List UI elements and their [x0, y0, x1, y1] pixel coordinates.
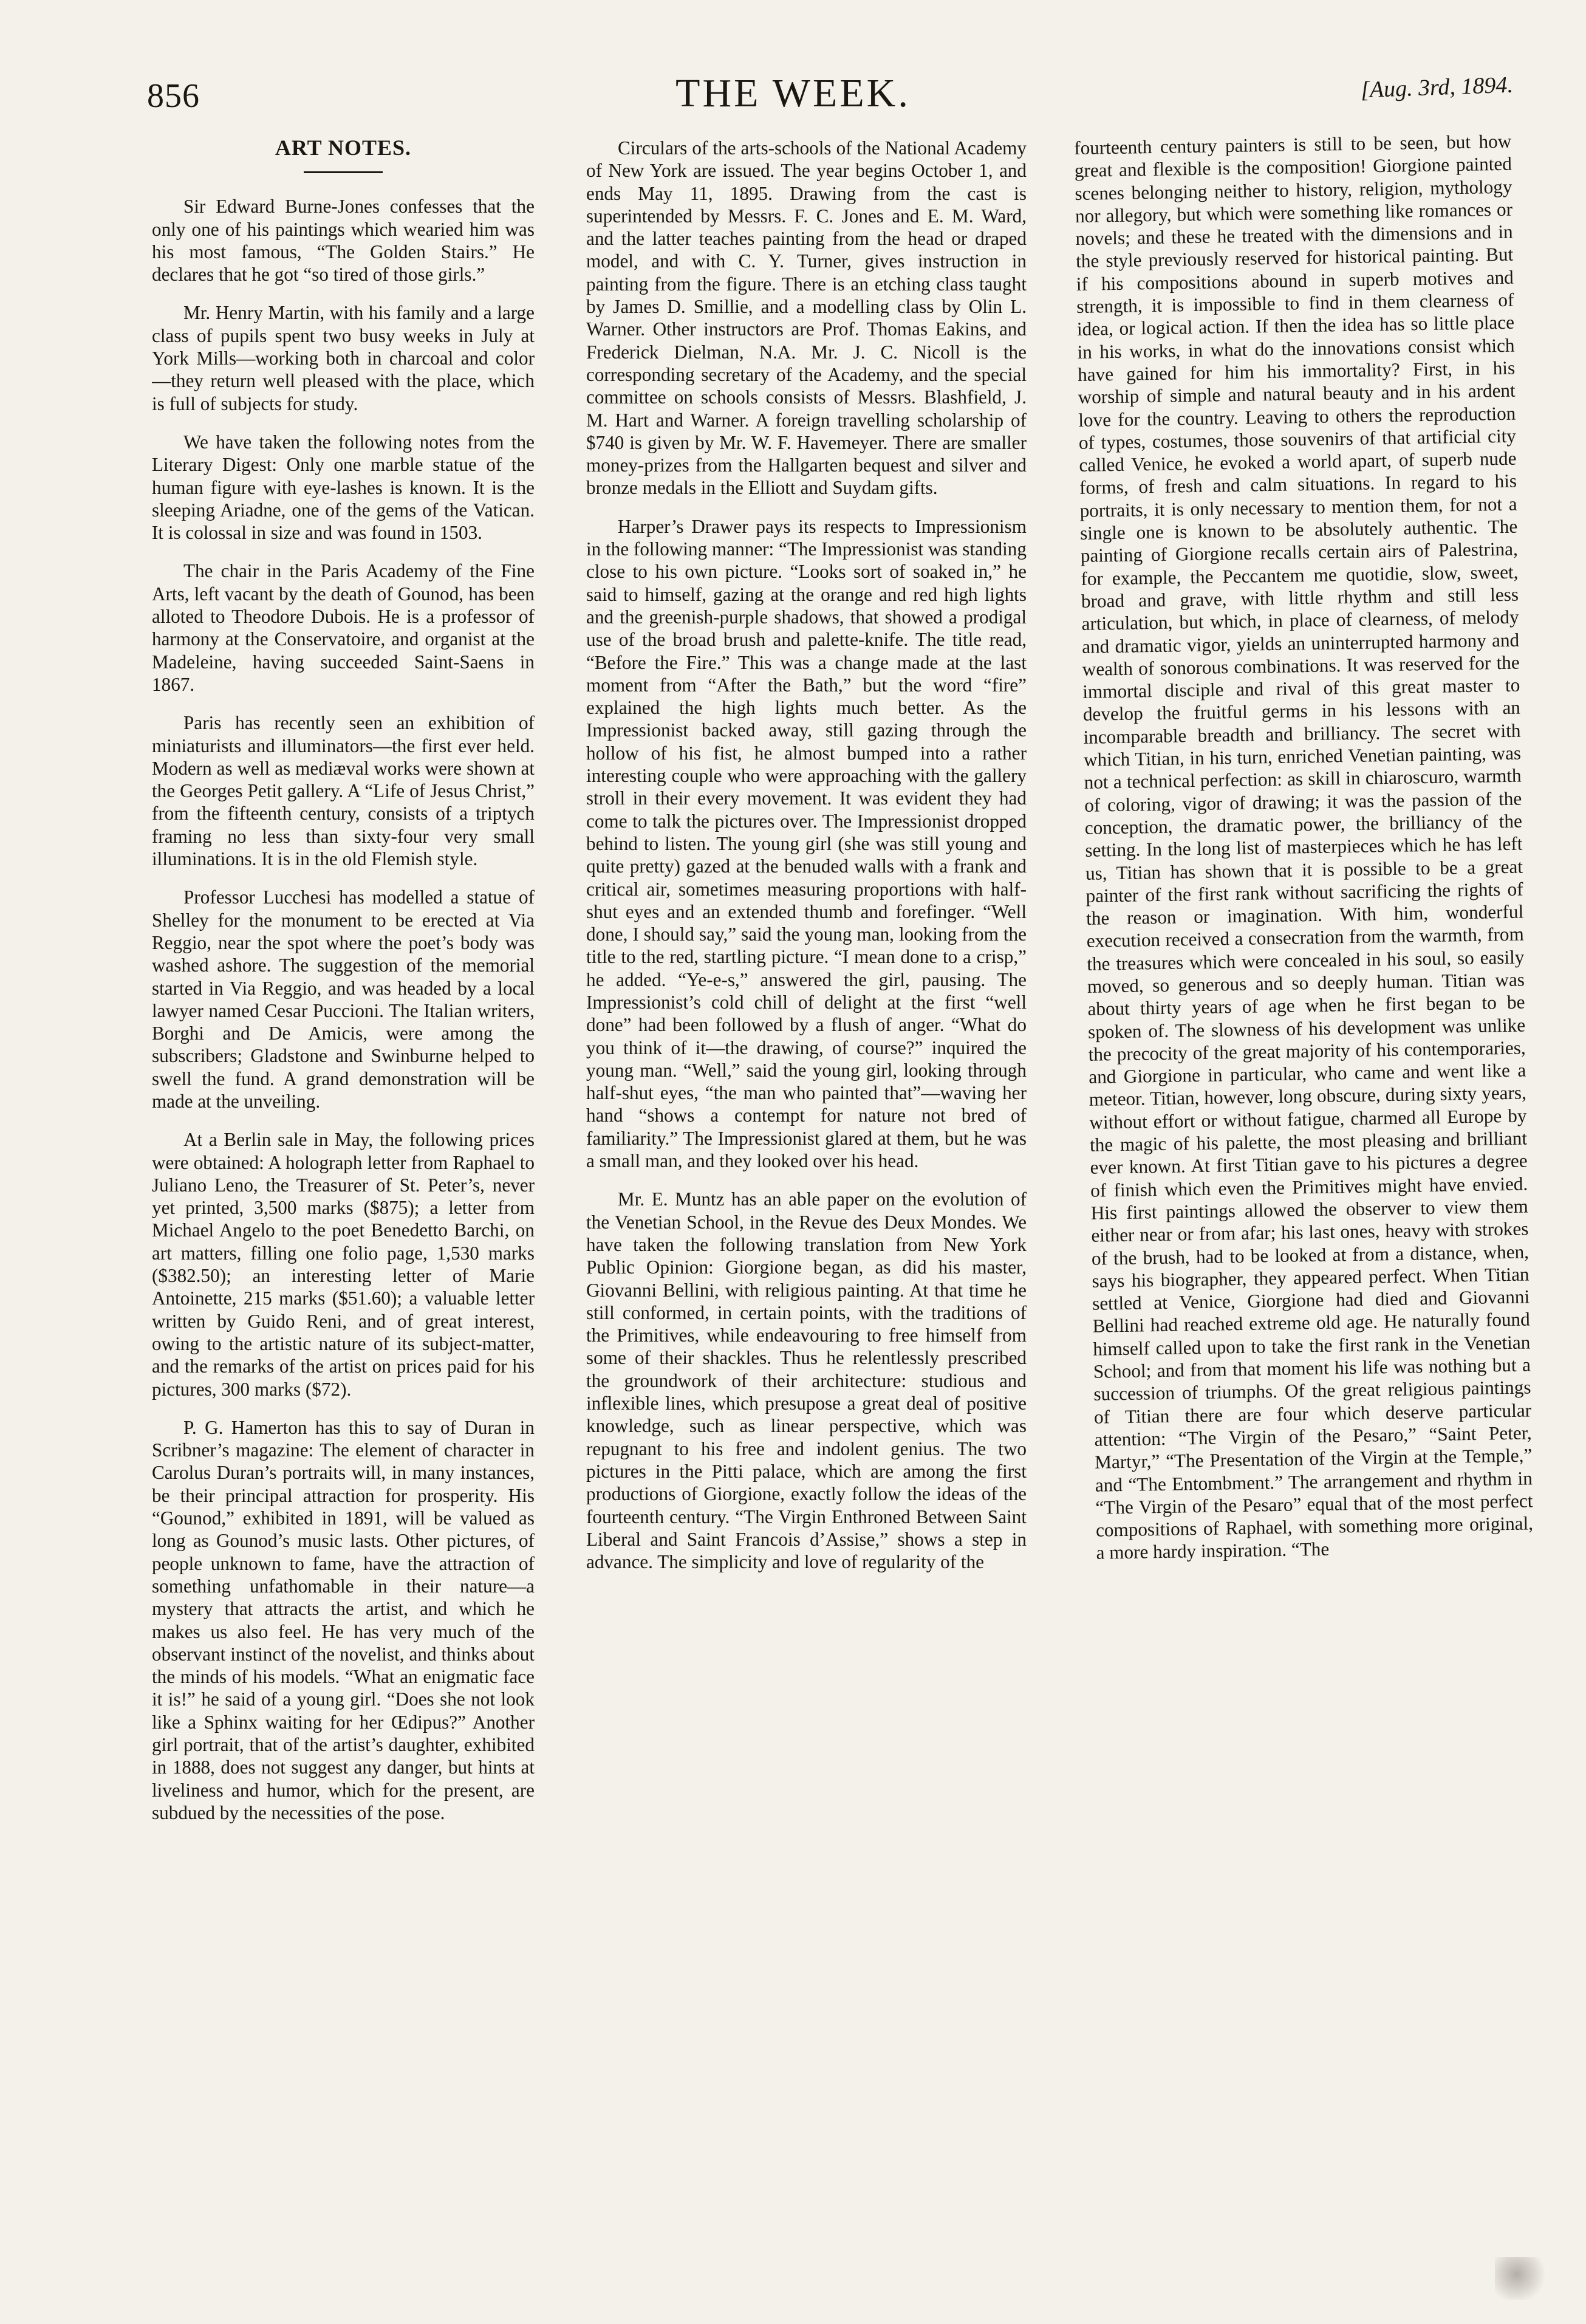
- paragraph: At a Berlin sale in May, the following prices were obtained: A holograph letter from Raphael to Juliano Leno, the Treasurer of St. Peter’s, never yet printed, 3,500 marks ($875); a letter from Michael Angelo to the poet Benedetto Barchi, on art matters, filling one folio page, 1,530 marks ($382.50); an interesting letter of Marie Antoinette, 215 marks ($51.60); a valuable letter written by Guido Reni, and of great interest, owing to the artistic nature of its subject-matter, and the remarks of the artist on prices paid for his pictures, 300 marks ($72).: [152, 1129, 535, 1400]
- paragraph: Mr. E. Muntz has an able paper on the evolution of the Venetian School, in the Revue des Deux Mondes. We have taken the following translation from New York Public Opinion: Giorgione began, as did his master, Giovanni Bellini, with religious painting. At that time he still conformed, in certain points, with the traditions of the Primitives, while endeavouring to free himself from some of their shackles. Thus he relentlessly prescribed the groundwork of their architecture: studious and inflexible lines, which presupose a great deal of positive knowledge, such as linear perspective, which was repugnant to his free and indolent genius. The two pictures in the Pitti palace, which are among the first productions of Giorgione, exactly follow the ideas of the fourteenth century. “The Virgin Enthroned Between Saint Liberal and Saint Francois d’Assise,” shows a step in advance. The simplicity and love of regularity of the: [586, 1188, 1027, 1573]
- paragraph: Circulars of the arts-schools of the National Academy of New York are issued. The year begins October 1, and ends May 11, 1895. Drawing from the cast is superintended by Messrs. F. C. Jones and E. M. Ward, and the latter teaches painting from the head or draped model, and with C. Y. Turner, gives instruction in painting from the figure. There is an etching class taught by James D. Smillie, and a modelling class by Olin L. Warner. Other instructors are Prof. Thomas Eakins, and Frederick Dielman, N.A. Mr. J. C. Nicoll is the corresponding secretary of the Academy, and the special committee on schools consists of Messrs. Blashfield, J. M. Hart and Warner. A foreign travelling scholarship of $740 is given by Mr. W. F. Havemeyer. There are smaller money-prizes from the Hallgarten bequest and silver and bronze medals in the Elliott and Suydam gifts.: [586, 137, 1027, 499]
- paragraph: Sir Edward Burne-Jones confesses that the only one of his paintings which wearied him was his most famous, “The Golden Stairs.” He declares that he got “so tired of those girls.”: [152, 196, 535, 286]
- paragraph: Mr. Henry Martin, with his family and a large class of pupils spent two busy weeks in July at York Mills—working both in charcoal and color—they return well pleased with the place, which is full of subjects for study.: [152, 302, 535, 414]
- column-3: [1074, 130, 1545, 2260]
- paragraph: We have taken the following notes from the Literary Digest: Only one marble statue of the human figure with eye-lashes is known. It is the sleeping Ariadne, one of the gems of the Vatican. It is colossal in size and was found in 1503.: [152, 431, 535, 544]
- page-header: [0, 0, 1586, 115]
- issue-date: [Aug. 3rd, 1894.: [1360, 72, 1514, 103]
- title-rule: [304, 171, 383, 173]
- paragraph: The chair in the Paris Academy of the Fine Arts, left vacant by the death of Gounod, has been alloted to Theodore Dubois. He is a professor of harmony at the Conservatoire, and organist at the Madeleine, having succeeded Saint-Saens in 1867.: [152, 560, 535, 695]
- page-number: 856: [147, 77, 200, 115]
- page-smudge: [1495, 2257, 1550, 2300]
- column-2: [586, 137, 1027, 2260]
- paragraph: Paris has recently seen an exhibition of miniaturists and illuminators—the first ever held. Modern as well as mediæval works were shown at the Georges Petit gallery. A “Life of Jesus Christ,” from the fifteenth century, consists of a triptych framing no less than sixty-four very small illuminations. It is in the old Flemish style.: [152, 712, 535, 870]
- section-title: ART NOTES.: [275, 137, 412, 160]
- paragraph: Harper’s Drawer pays its respects to Impressionism in the following manner: “The Impressionist was standing close to his own picture. “Looks sort of soaked in,” he said to himself, gazing at the orange and red high lights and the greenish-purple shadows, that showed a prodigal use of the broad brush and palette-knife. The title read, “Before the Fire.” This was a change made at the last moment from “After the Bath,” but the word “fire” explained the high lights much better. As the Impressionist backed away, still gazing through the hollow of his fist, he almost bumped into a rather interesting couple who were approaching with the gallery stroll in their every movement. It was evident they had come to talk the pictures over. The Impressionist dropped behind to listen. The young girl (she was still young and quite pretty) gazed at the benuded walls with a frank and critical air, sometimes measuring proportions with half-shut eyes and an extended thumb and forefinger. “Well done, I should say,” said the young man, looking from the title to the red, startling picture. “I mean done to a crisp,” he added. “Ye-e-s,” answered the girl, pausing. The Impressionist’s cold chill of delight at the first “well done” had been followed by a flush of anger. “What do you think of it—the drawing, of course?” inquired the young man. “Well,” said the young girl, looking through half-shut eyes, “the man who painted that”—waving her hand “shows a contempt for nature not bred of familiarity.” The Impressionist glared at them, but he was a small man, and they looked over his head.: [586, 515, 1027, 1172]
- column-1: [152, 137, 535, 2260]
- masthead: THE WEEK.: [675, 71, 911, 115]
- paragraph: Professor Lucchesi has modelled a statue of Shelley for the monument to be erected at Via Reggio, near the spot where the poet’s body was washed ashore. The suggestion of the memorial started in Via Reggio, and was headed by a local lawyer named Cesar Puccioni. The Italian writers, Borghi and De Amicis, were among the subscribers; Gladstone and Swinburne helped to swell the fund. A grand demonstration will be made at the unveiling.: [152, 886, 535, 1112]
- paragraph: fourteenth century painters is still to be seen, but how great and flexible is the composition! Giorgione painted scenes belonging neither to history, religion, mythology nor allegory, but which were something like romances or novels; and these he treated with the dimensions and in the style previously reserved for historical painting. But if his compositions abound in superb motives and strength, it is impossible to find in them clearness of idea, or logical action. If then the idea has so little place in his works, in what do the innovations consist which have gained for him his immortality? First, in his worship of simple and natural beauty and in his ardent love for the country. Leaving to others the reproduction of types, costumes, those souvenirs of that artificial city called Venice, he evoked a world apart, of superb nude forms, of fresh and calm situations. In regard to his portraits, it is only necessary to mention them, for not a single one is known to be absolutely authentic. The painting of Giorgione recalls certain airs of Palestrina, for example, the Peccantem me quotidie, slow, sweet, broad and grave, with little rhythm and still less articulation, but which, in place of clearness, of melody and dramatic vigor, yields an uninterrupted harmony and wealth of sonorous combinations. It was reserved for the immortal disciple and rival of this great master to develop the fruitful germs in his lessons with an incomparable breadth and brilliancy. The secret with which Titian, in his turn, enriched Venetian painting, was not a technical perfection: as skill in chiaroscuro, warmth of coloring, vigor of drawing; it was the passion of the conception, the dramatic power, the brilliancy of the setting. In the long list of masterpieces which he has left us, Titian has shown that it is possible to be a great painter of the first rank without sacrificing the rights of the reason or imagination. With him, wonderful execution received a consecration from the warmth, from the treasures which were concealed in his soul, so easily moved, so generous and so deeply human. Titian was about thirty years of age when he first began to be spoken of. The slowness of his development was unlike the precocity of the great majority of his contemporaries, and Giorgione in particular, who came and went like a meteor. Titian, however, long obscure, during sixty years, without effort or without fatigue, charmed all Europe by the magic of his palette, the most pleasing and brilliant ever known. At first Titian gave to his pictures a degree of finish which even the Primitives might have envied. His first paintings allowed the observer to view them either near or from afar; his last ones, heavy with strokes of the brush, had to be looked at from a distance, when, says his biographer, they appeared perfect. When Titian settled at Venice, Giorgione had died and Giovanni Bellini had reached extreme old age. He naturally found himself called upon to take the first rank in the Venetian School; and from that moment his life was nothing but a succession of triumphs. Of the great religious paintings of Titian there are four which deserve particular attention: “The Virgin of the Pesaro,” “Saint Peter, Martyr,” “The Presentation of the Virgin at the Temple,” and “The Entombment.” The arrangement and rhythm in “The Virgin of the Pesaro” equal that of the most perfect compositions of Raphael, with something more original, a more hardy inspiration. “The: [1074, 130, 1534, 1564]
- paragraph: P. G. Hamerton has this to say of Duran in Scribner’s magazine: The element of character in Carolus Duran’s portraits will, in many instances, be their principal attraction for prosperity. His “Gounod,” exhibited in 1891, will be valued as long as Gounod’s music lasts. Other pictures, of people unknown to fame, have the attraction of something unfathomable in their nature—a mystery that attracts the artist, and which he makes us also feel. He has very much of the observant instinct of the novelist, and thinks about the minds of his models. “What an enigmatic face it is!” he said of a young girl. “Does she not look like a Sphinx waiting for her Œdipus?” Another girl portrait, that of the artist’s daughter, exhibited in 1888, does not suggest any danger, but hints at liveliness and humor, which for the present, are subdued by the necessities of the pose.: [152, 1416, 535, 1823]
